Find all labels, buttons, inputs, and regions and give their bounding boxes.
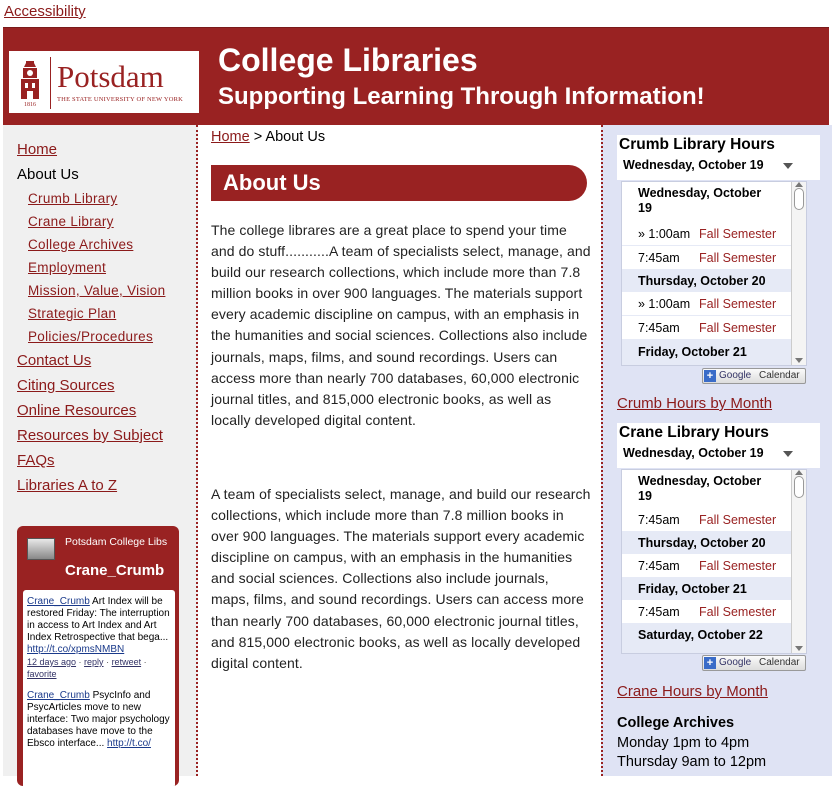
plus-icon: + — [704, 657, 716, 669]
cal-day-header: Wednesday, October 19 — [638, 186, 762, 215]
cal-event-title[interactable]: Fall Semester — [699, 559, 777, 573]
main-nav — [17, 139, 165, 500]
nav-link-policies[interactable]: Policies/Procedures — [28, 329, 154, 344]
twitter-account-name: Potsdam College Libs — [65, 536, 168, 548]
tweet-meta: 12 days ago · reply · retweet · favorite — [27, 657, 147, 679]
cal-event[interactable] — [622, 292, 793, 316]
cal-event[interactable] — [622, 222, 793, 246]
cal-day-header: Thursday, October 20 — [622, 532, 793, 554]
calendar-scrollbar[interactable] — [791, 182, 806, 365]
nav-link-crumb[interactable]: Crumb Library — [28, 191, 118, 206]
archives-hours — [617, 714, 766, 773]
potsdam-logo[interactable] — [9, 51, 199, 113]
tweet-user-link[interactable]: Crane_Crumb — [27, 596, 90, 607]
tweet-user-link[interactable]: Crane_Crumb — [27, 690, 90, 701]
crane-hours-date-select[interactable]: Wednesday, October 19 — [623, 446, 764, 460]
logo-tagline: THE STATE UNIVERSITY OF NEW YORK — [57, 96, 184, 103]
cal-day-header: Saturday, October 22 — [622, 624, 793, 654]
google-calendar-button[interactable] — [702, 368, 806, 384]
nav-subitem-crumb[interactable] — [17, 189, 165, 212]
cal-event-time: » 1:00am — [638, 297, 691, 311]
cal-event-time: 7:45am — [638, 559, 680, 573]
nav-subitem-mission[interactable] — [17, 281, 165, 304]
cal-event[interactable] — [622, 246, 793, 270]
nav-item-faqs[interactable] — [17, 450, 165, 475]
nav-link-archives[interactable]: College Archives — [28, 237, 134, 252]
cal-day-header: Wednesday, October 19 — [638, 474, 762, 503]
nav-link-citing[interactable]: Citing Sources — [17, 377, 115, 394]
scroll-down-icon[interactable] — [795, 358, 803, 363]
site-title: College Libraries — [218, 42, 478, 78]
nav-item-about — [17, 164, 165, 189]
breadcrumb-separator: > — [249, 129, 266, 145]
chevron-down-icon[interactable] — [783, 163, 793, 169]
nav-link-online[interactable]: Online Resources — [17, 402, 137, 419]
nav-link-crane[interactable]: Crane Library — [28, 214, 114, 229]
right-sidebar — [601, 125, 832, 776]
body-paragraph: A team of specialists select, manage, and build our research collections, which include more than 7.8 million books in over 900 languages. The materials support every academic discipline on campus, with an emphasis in the humanities and social sciences. Collections also include journals, maps, films, and sound recordings. Users can access more than nearly 700 databases, 60,000 electronic journal titles, and 815,000 electronic books, as well as locally developed digital content. — [211, 486, 591, 671]
cal-event[interactable] — [622, 600, 793, 624]
tweet-url-link[interactable]: http://t.co/ — [107, 738, 151, 749]
breadcrumb — [211, 129, 325, 145]
gcal-google-label: Google — [719, 370, 752, 381]
nav-subitem-employment[interactable] — [17, 258, 165, 281]
tweet-text: Art Index will be restored Friday: The interruption in access to Art Index and Art Index Retrospective that bega... — [27, 596, 170, 643]
cal-day-header: Friday, October 21 — [622, 340, 793, 366]
site-banner — [3, 27, 829, 125]
nav-label-about: About Us — [17, 166, 79, 183]
nav-subitem-archives[interactable] — [17, 235, 165, 258]
nav-subitem-strategic[interactable] — [17, 304, 165, 327]
nav-item-atoz[interactable] — [17, 475, 165, 500]
tweet-url-link[interactable]: http://t.co/xpmsNMBN — [27, 644, 125, 655]
crumb-hours-date-select[interactable]: Wednesday, October 19 — [623, 158, 764, 172]
nav-subitem-policies[interactable] — [17, 327, 165, 350]
crane-hours-month-link[interactable]: Crane Hours by Month — [617, 683, 768, 700]
twitter-widget — [17, 526, 179, 786]
scroll-thumb[interactable] — [794, 188, 804, 210]
archives-title: College Archives — [617, 715, 735, 731]
cal-event[interactable] — [622, 508, 793, 532]
crane-hours-header — [617, 423, 820, 468]
page-title-bar — [211, 165, 587, 201]
crumb-hours-calendar — [621, 181, 807, 366]
nav-link-atoz[interactable]: Libraries A to Z — [17, 477, 118, 494]
tweet-text: PsycInfo and PsycArticles move to new interface: Two major psychology databases have move to the Ebsco interface... — [27, 690, 170, 749]
nav-link-subject[interactable]: Resources by Subject — [17, 427, 163, 444]
logo-divider — [50, 57, 51, 109]
crumb-hours-title: Crumb Library Hours — [619, 136, 775, 153]
nav-link-strategic[interactable]: Strategic Plan — [28, 306, 117, 321]
cal-event-title[interactable]: Fall Semester — [699, 297, 777, 311]
accessibility-link[interactable]: Accessibility — [4, 3, 86, 20]
gcal-calendar-label: Calendar — [759, 657, 800, 668]
tweet-favorite-link[interactable]: favorite — [27, 669, 57, 679]
chevron-down-icon[interactable] — [783, 451, 793, 457]
tweet-age-link[interactable]: 12 days ago — [27, 657, 77, 667]
nav-item-contact[interactable] — [17, 350, 165, 375]
site-subtitle: Supporting Learning Through Information! — [218, 83, 705, 110]
cal-event-time: 7:45am — [638, 321, 680, 335]
plus-icon: + — [704, 370, 716, 382]
nav-link-contact[interactable]: Contact Us — [17, 352, 92, 369]
nav-subitem-crane[interactable] — [17, 212, 165, 235]
cal-event-time: 7:45am — [638, 513, 680, 527]
scroll-up-icon[interactable] — [795, 182, 803, 187]
nav-item-subject[interactable] — [17, 425, 165, 450]
tweet-list — [23, 590, 175, 786]
cal-day-header: Thursday, October 20 — [622, 270, 793, 292]
scroll-thumb[interactable] — [794, 476, 804, 498]
logo-wordmark: Potsdam — [57, 59, 164, 94]
tweet-item — [27, 596, 171, 680]
cal-event-title[interactable]: Fall Semester — [699, 227, 777, 241]
cal-event-time: 7:45am — [638, 251, 680, 265]
tweet-item — [27, 690, 171, 750]
cal-day-header: Friday, October 21 — [622, 578, 793, 600]
nav-link-employment[interactable]: Employment — [28, 260, 107, 275]
twitter-handle[interactable]: Crane_Crumb — [65, 562, 165, 579]
nav-link-faqs[interactable]: FAQs — [17, 452, 55, 469]
breadcrumb-home-link[interactable]: Home — [211, 129, 250, 145]
scroll-down-icon[interactable] — [795, 646, 803, 651]
archives-hours-line: Monday 1pm to 4pm — [617, 734, 750, 751]
cal-event-title[interactable]: Fall Semester — [699, 605, 777, 619]
cal-event-title[interactable]: Fall Semester — [699, 321, 777, 335]
twitter-avatar[interactable] — [27, 538, 55, 560]
cal-event-title[interactable]: Fall Semester — [699, 513, 777, 527]
cal-event-time: » 1:00am — [638, 227, 691, 241]
body-paragraph: The college librares are a great place to spend your time and do stuff...........A team of specialists select, manage, and build our research collections, which include more than 7.8 million books in over 900 languages. The materials support every academic discipline on campus, with an emphasis in the humanities and social sciences. Collections also include journals, maps, films, and sound recordings. Users can access more than nearly 700 databases, 60,000 electronic journal titles, and 815,000 electronic books, as well as locally developed digital content. — [211, 222, 591, 428]
left-sidebar — [3, 125, 198, 776]
cal-event[interactable] — [622, 554, 793, 578]
nav-item-online[interactable] — [17, 400, 165, 425]
gcal-calendar-label: Calendar — [759, 370, 800, 381]
tweet-retweet-link[interactable]: retweet — [111, 657, 142, 667]
cal-event-title[interactable]: Fall Semester — [699, 251, 777, 265]
gcal-google-label: Google — [719, 657, 752, 668]
page-title: About Us — [223, 170, 321, 195]
clock-tower-icon — [15, 59, 45, 107]
nav-item-home[interactable] — [17, 139, 165, 164]
cal-event[interactable] — [622, 316, 793, 340]
crane-hours-calendar — [621, 469, 807, 654]
nav-link-home[interactable]: Home — [17, 141, 58, 158]
crane-hours-title: Crane Library Hours — [619, 424, 769, 441]
main-content — [199, 125, 600, 776]
calendar-scrollbar[interactable] — [791, 470, 806, 653]
google-calendar-button[interactable] — [702, 655, 806, 671]
crumb-hours-month-link[interactable]: Crumb Hours by Month — [617, 395, 773, 412]
archives-hours-line: Thursday 9am to 12pm — [617, 754, 767, 770]
tweet-reply-link[interactable]: reply — [84, 657, 104, 667]
nav-link-mission[interactable]: Mission, Value, Vision — [28, 283, 166, 298]
breadcrumb-current: About Us — [265, 129, 326, 145]
crumb-hours-header — [617, 135, 820, 180]
nav-item-citing[interactable] — [17, 375, 165, 400]
svg-text:1816: 1816 — [24, 102, 36, 107]
scroll-up-icon[interactable] — [795, 470, 803, 475]
cal-event-time: 7:45am — [638, 605, 680, 619]
